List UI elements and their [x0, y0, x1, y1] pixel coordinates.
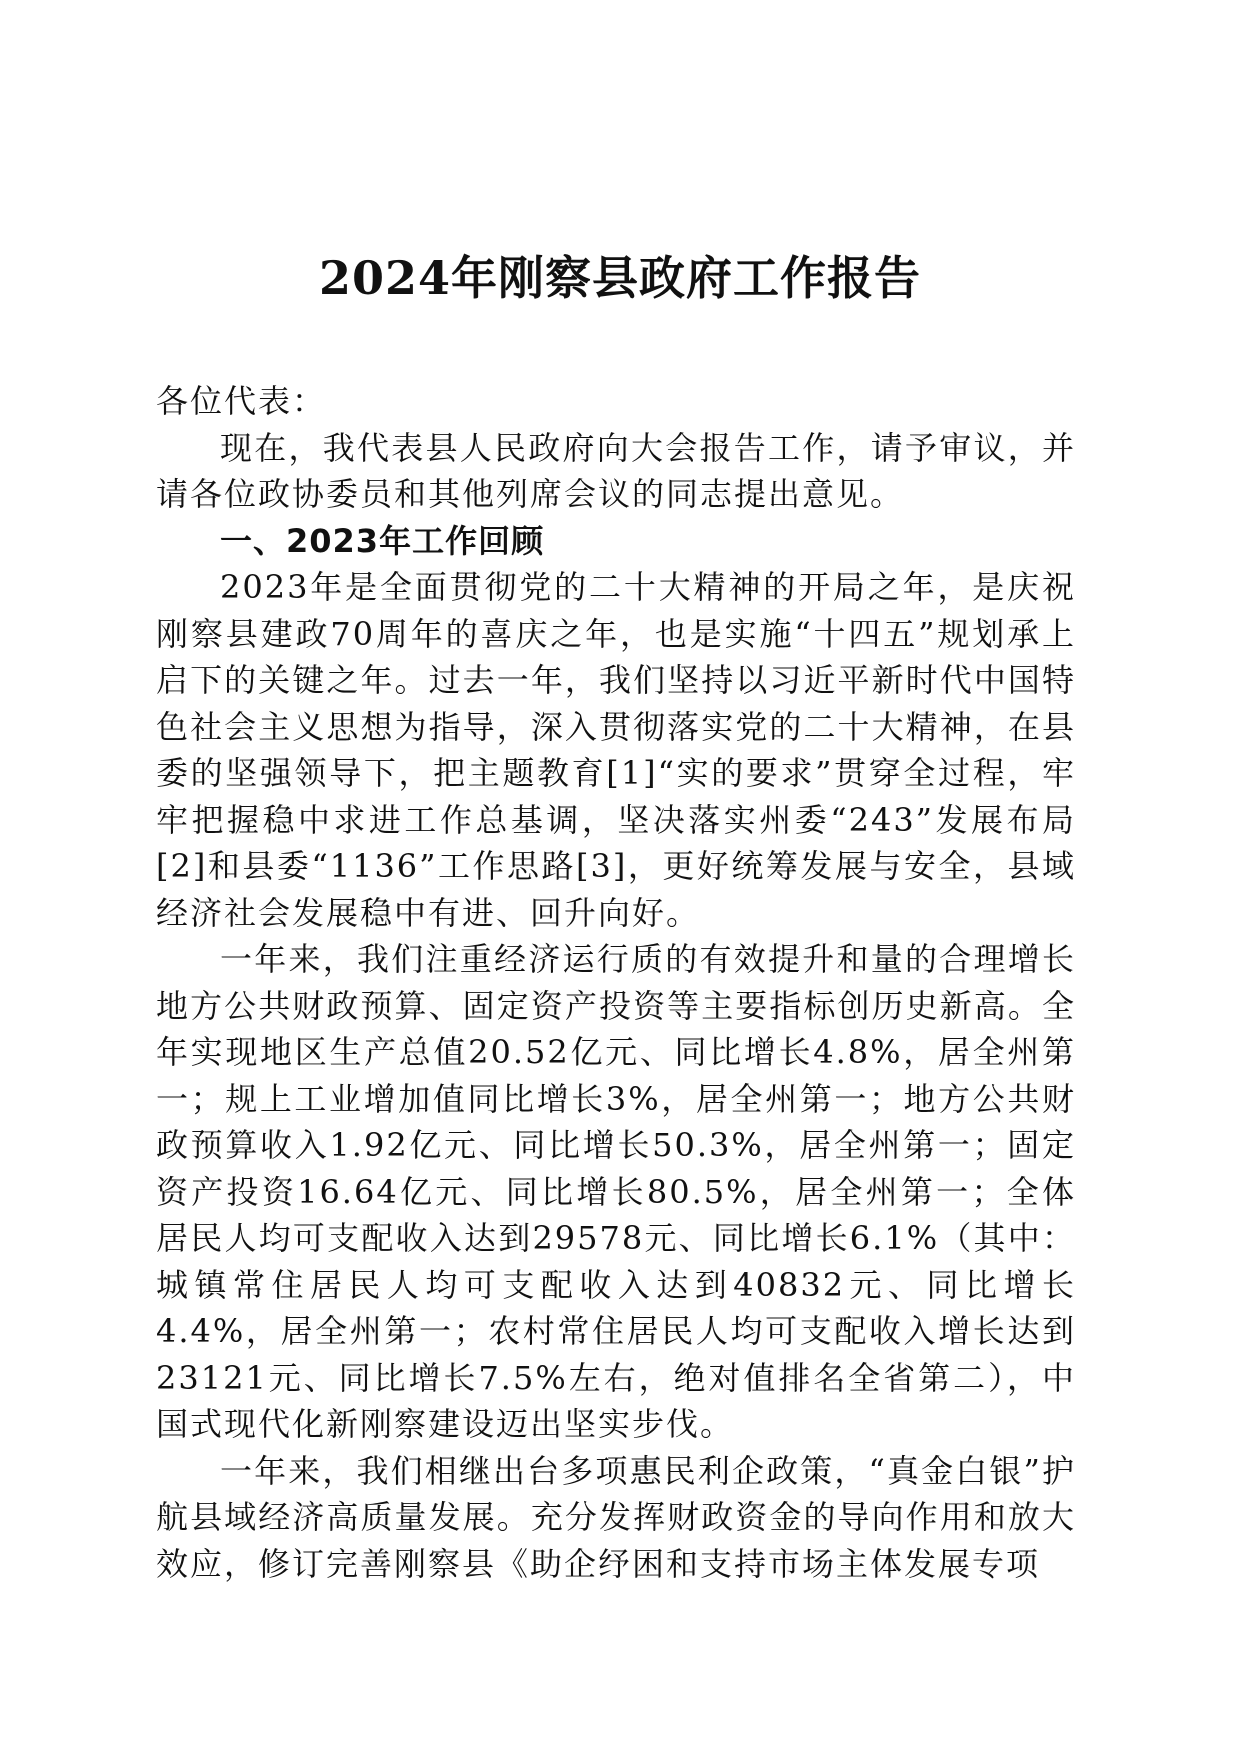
section-heading: 一、2023年工作回顾	[220, 521, 545, 560]
paragraph-policies: 一年来，我们相继出台多项惠民利企政策，“真金白银”护航县域经济高质量发展。充分发挥财政资金的导向作用和放大效应，修订完善刚察县《助企纾困和支持市场主体发展专项	[156, 1451, 1076, 1583]
paragraph-opening: 现在，我代表县人民政府向大会报告工作，请予审议，并请各位政协委员和其他列席会议的同志提出意见。	[156, 428, 1076, 513]
paragraph-economic-indicators: 一年来，我们注重经济运行质的有效提升和量的合理增长地方公共财政预算、固定资产投资等主要指标创历史新高。全年实现地区生产总值20.52亿元、同比增长4.8%，居全州第一；规上工业增加值同比增长3%，居全州第一；地方公共财政预算收入1.92亿元、同比增长50.3%，居全州第一；固定资产投资16.64亿元、同比增长80.5%，居全州第一；全体居民人均可支配收入达到29578元、同比增长6.1%（其中：城镇常住居民人均可支配收入达到40832元、同比增长4.4%，居全州第一；农村常住居民人均可支配收入增长达到23121元、同比增长7.5%左右，绝对值排名全省第二），中国式现代化新刚察建设迈出坚实步伐。	[156, 940, 1076, 1443]
page-title: 2024年刚察县政府工作报告	[318, 251, 922, 305]
document-body	[156, 378, 1076, 1587]
salutation: 各位代表：	[156, 382, 327, 420]
paragraph-review-intro: 2023年是全面贯彻党的二十大精神的开局之年，是庆祝刚察县建政70周年的喜庆之年，也是实施“十四五”规划承上启下的关键之年。过去一年，我们坚持以习近平新时代中国特色社会主义思想为指导，深入贯彻落实党的二十大精神，在县委的坚强领导下，把主题教育[1]“实的要求”贯穿全过程，牢牢把握稳中求进工作总基调，坚决落实州委“243”发展布局[2]和县委“1136”工作思路[3]，更好统筹发展与安全，县域经济社会发展稳中有进、回升向好。	[156, 568, 1076, 932]
